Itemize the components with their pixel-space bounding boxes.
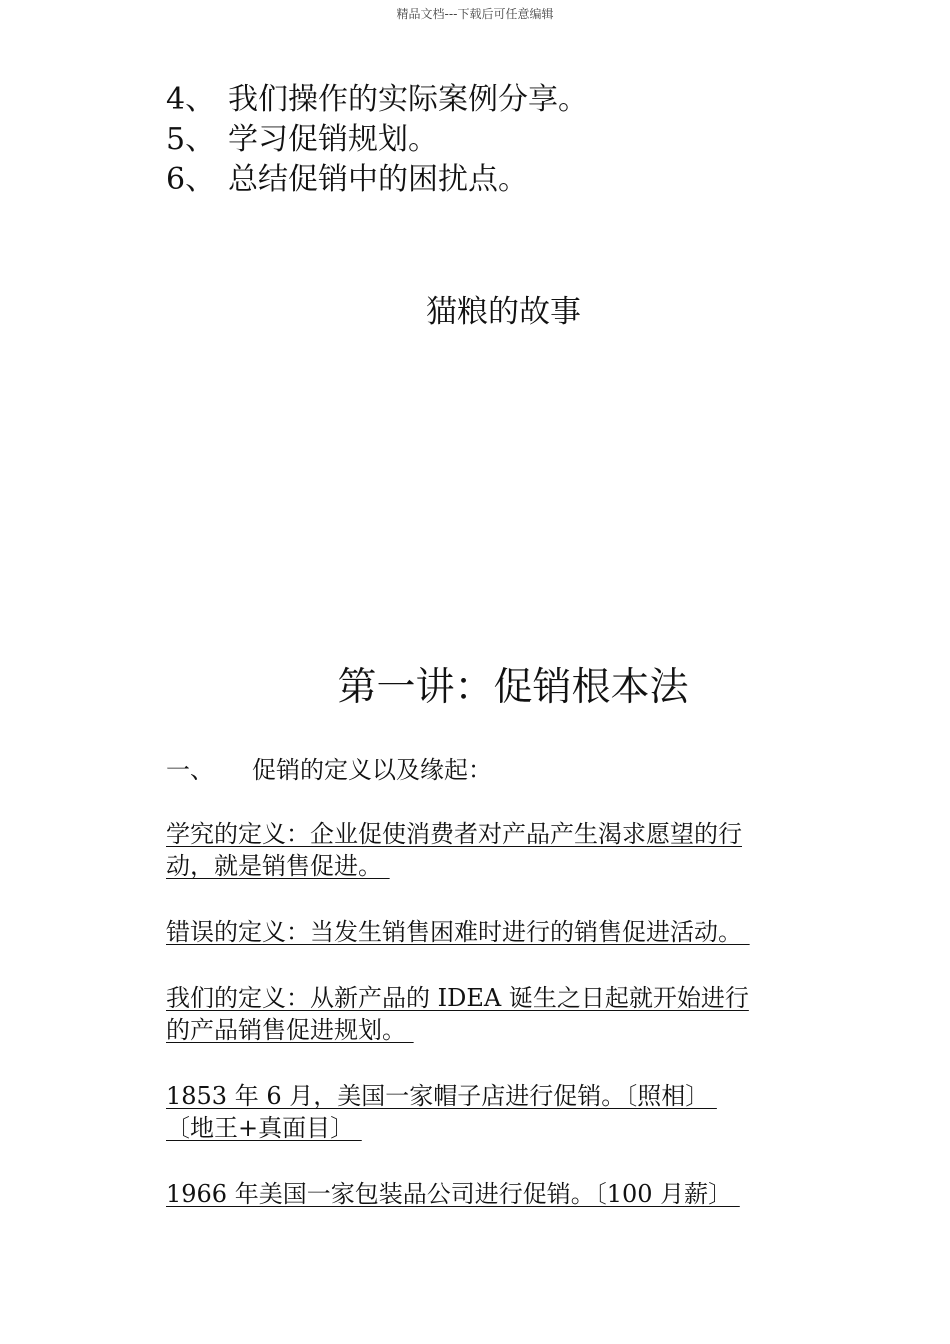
paragraph-line: 我们的定义：从新产品的 IDEA 诞生之日起就开始进行 <box>166 984 749 1012</box>
section-heading <box>166 752 492 788</box>
list-item-number: 5、 <box>166 122 216 157</box>
list-item-text: 我们操作的实际案例分享。 <box>228 82 588 117</box>
story-title: 猫粮的故事 <box>426 294 581 330</box>
paragraph-line: 错误的定义：当发生销售困难时进行的销售促进活动。 <box>166 918 750 946</box>
list-item-number: 4、 <box>166 82 216 117</box>
paragraph-line: 的产品销售促进规划。 <box>166 1016 414 1044</box>
page-header-note: 精品文档---下载后可任意编辑 <box>396 7 554 21</box>
list-item <box>166 120 438 160</box>
list-item-text: 学习促销规划。 <box>228 122 438 157</box>
definition-academic <box>166 818 866 882</box>
list-item-number: 6、 <box>166 162 216 197</box>
section-text: 促销的定义以及缘起： <box>252 756 492 784</box>
paragraph-line: 学究的定义：企业促使消费者对产品产生渴求愿望的行 <box>166 820 742 848</box>
lecture-title: 第一讲：促销根本法 <box>337 665 689 710</box>
section-number: 一、 <box>166 756 214 784</box>
history-1853 <box>166 1080 866 1144</box>
paragraph-line: 〔地王+真面目〕 <box>166 1114 362 1142</box>
list-item <box>166 80 588 120</box>
definition-wrong <box>166 916 866 948</box>
list-item-text: 总结促销中的困扰点。 <box>228 162 528 197</box>
definition-ours <box>166 982 866 1046</box>
paragraph-line: 动，就是销售促进。 <box>166 852 390 880</box>
list-item <box>166 160 528 200</box>
history-1966 <box>166 1178 866 1210</box>
paragraph-line: 1966 年美国一家包装品公司进行促销。〔100 月薪〕 <box>166 1180 740 1208</box>
paragraph-line: 1853 年 6 月，美国一家帽子店进行促销。〔照相〕 <box>166 1082 717 1110</box>
